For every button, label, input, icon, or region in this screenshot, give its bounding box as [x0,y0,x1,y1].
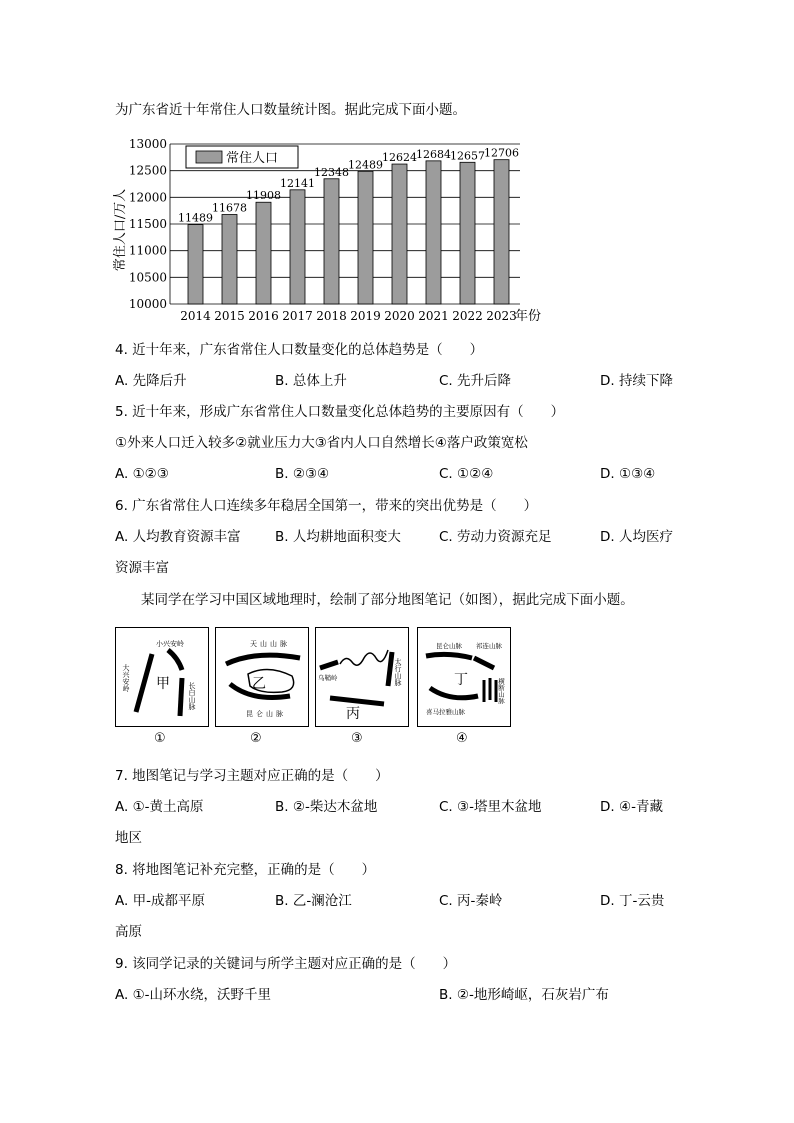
map-note-3 [315,627,409,727]
q7-option-c[interactable]: C. ③-塔里木盆地 [439,799,542,815]
map3-label-taihang: 太行山脉 [394,658,402,686]
q4-stem: 4. 近十年来，广东省常住人口数量变化的总体趋势是（ ） [115,342,484,358]
y-tick-label: 13000 [128,137,167,151]
bar-2017 [290,190,305,304]
map-note-1 [115,627,209,727]
x-tick-label-2016: 2016 [248,309,279,323]
value-label-2019: 12489 [348,158,383,172]
q4-option-c[interactable]: C. 先升后降 [439,373,512,389]
bar-2018 [324,179,339,304]
q8-option-b[interactable]: B. 乙-澜沧江 [275,893,352,909]
value-label-2023: 12706 [484,146,519,160]
value-label-2021: 12684 [416,147,451,161]
q8-option-a[interactable]: A. 甲-成都平原 [115,893,205,909]
q9-option-a[interactable]: A. ①-山环水绕，沃野千里 [115,987,272,1003]
q6-option-d-continued: 资源丰富 [115,560,169,576]
y-tick-label: 10000 [128,297,167,311]
q5-choices: ①外来人口迁入较多②就业压力大③省内人口自然增长④落户政策宽松 [115,435,528,451]
map2-label-tianshan: 天山山脉 [250,640,290,648]
map1-label-xiaoxinganling: 小兴安岭 [156,640,184,648]
value-label-2014: 11489 [178,211,213,225]
map1-label-changbaishan: 长白山脉 [188,682,196,710]
value-label-2017: 12141 [280,176,315,190]
x-tick-label-2021: 2021 [418,309,449,323]
bar-2023 [494,160,509,304]
map-note-2 [215,627,309,727]
q7-option-d[interactable]: D. ④-青藏 [600,799,663,815]
q7-option-b[interactable]: B. ②-柴达木盆地 [275,799,378,815]
y-tick-label: 12500 [128,163,167,178]
bar-2020 [392,164,407,304]
x-tick-label-2020: 2020 [384,309,415,323]
value-label-2020: 12624 [382,151,417,165]
map1-region: 甲 [156,676,170,692]
bar-2021 [426,161,441,304]
value-label-2016: 11908 [246,189,281,203]
q7-stem: 7. 地图笔记与学习主题对应正确的是（ ） [115,768,389,784]
y-tick-label: 11500 [128,217,167,231]
q9-stem: 9. 该同学记录的关键词与所学主题对应正确的是（ ） [115,956,457,972]
bar-2022 [460,162,475,304]
q6-stem: 6. 广东省常住人口连续多年稳居全国第一，带来的突出优势是（ ） [115,498,538,514]
y-tick-label: 11000 [128,243,167,258]
intro-text: 为广东省近十年常住人口数量统计图。据此完成下面小题。 [115,102,466,118]
map4-region: 丁 [454,672,468,688]
q8-option-d-continued: 高原 [115,924,142,940]
map4-label-kunlun: 昆仑山脉 [436,642,462,650]
chart-bars [188,160,509,304]
chart-y-ticks [129,137,167,311]
intro2-text: 某同学在学习中国区域地理时，绘制了部分地图笔记（如图），据此完成下面小题。 [141,592,634,608]
q6-option-c[interactable]: C. 劳动力资源充足 [439,529,552,545]
value-label-2015: 11678 [212,201,247,215]
q5-stem: 5. 近十年来，形成广东省常住人口数量变化总体趋势的主要原因有（ ） [115,404,565,420]
x-tick-label-2015: 2015 [214,309,245,323]
y-tick-label: 10500 [128,270,167,285]
map1-label-daxinganling: 大兴安岭 [122,664,130,692]
q7-option-a[interactable]: A. ①-黄土高原 [115,799,204,815]
map2-label-kunlun: 昆仑山脉 [246,710,286,718]
x-tick-label-2019: 2019 [350,309,381,323]
q4-option-a[interactable]: A. 先降后升 [115,373,187,389]
map3-region: 丙 [346,706,360,722]
x-tick-label-2023: 2023 [486,309,517,323]
legend-swatch [196,151,222,163]
chart-x-ticks [180,309,517,323]
q5-option-b[interactable]: B. ②③④ [275,466,330,482]
map-note-4 [417,627,511,727]
map4-label-hengduan: 横断山脉 [497,678,505,704]
q5-option-a[interactable]: A. ①②③ [115,466,169,482]
x-tick-label-2014: 2014 [180,309,211,323]
q6-option-b[interactable]: B. 人均耕地面积变大 [275,529,401,545]
map3-label-wushaoling: 乌鞘岭 [318,674,338,682]
value-label-2022: 12657 [450,149,485,163]
q8-option-c[interactable]: C. 丙-秦岭 [439,893,503,909]
bar-2015 [222,215,237,304]
bar-2019 [358,171,373,304]
value-label-2018: 12348 [314,165,349,179]
q8-option-d[interactable]: D. 丁-云贵 [600,893,665,909]
map-caption-3: ③ [351,731,363,746]
x-axis-label: 年份 [515,309,542,324]
y-tick-label: 12000 [128,190,167,205]
map-caption-4: ④ [456,731,468,746]
x-tick-label-2017: 2017 [282,309,313,323]
legend-label: 常住人口 [226,151,279,166]
q4-option-b[interactable]: B. 总体上升 [275,373,347,389]
bar-2014 [188,225,203,304]
population-bar-chart [110,130,560,330]
q4-option-d[interactable]: D. 持续下降 [600,373,673,389]
map2-region: 乙 [252,676,266,692]
q7-option-d-continued: 地区 [115,830,142,846]
x-tick-label-2022: 2022 [452,309,483,323]
y-axis-label: 常住人口/万人 [113,188,128,272]
q8-stem: 8. 将地图笔记补充完整，正确的是（ ） [115,862,376,878]
q5-option-d[interactable]: D. ①③④ [600,466,656,482]
map-caption-2: ② [250,731,262,746]
q9-option-b[interactable]: B. ②-地形崎岖，石灰岩广布 [439,987,609,1003]
map-caption-1: ① [154,731,166,746]
bar-2016 [256,202,271,304]
map4-label-ximalaya: 喜马拉雅山脉 [426,708,465,716]
q6-option-d[interactable]: D. 人均医疗 [600,529,673,545]
x-tick-label-2018: 2018 [316,309,347,323]
q6-option-a[interactable]: A. 人均教育资源丰富 [115,529,241,545]
map4-label-qilian: 祁连山脉 [476,642,502,650]
q5-option-c[interactable]: C. ①②④ [439,466,494,482]
